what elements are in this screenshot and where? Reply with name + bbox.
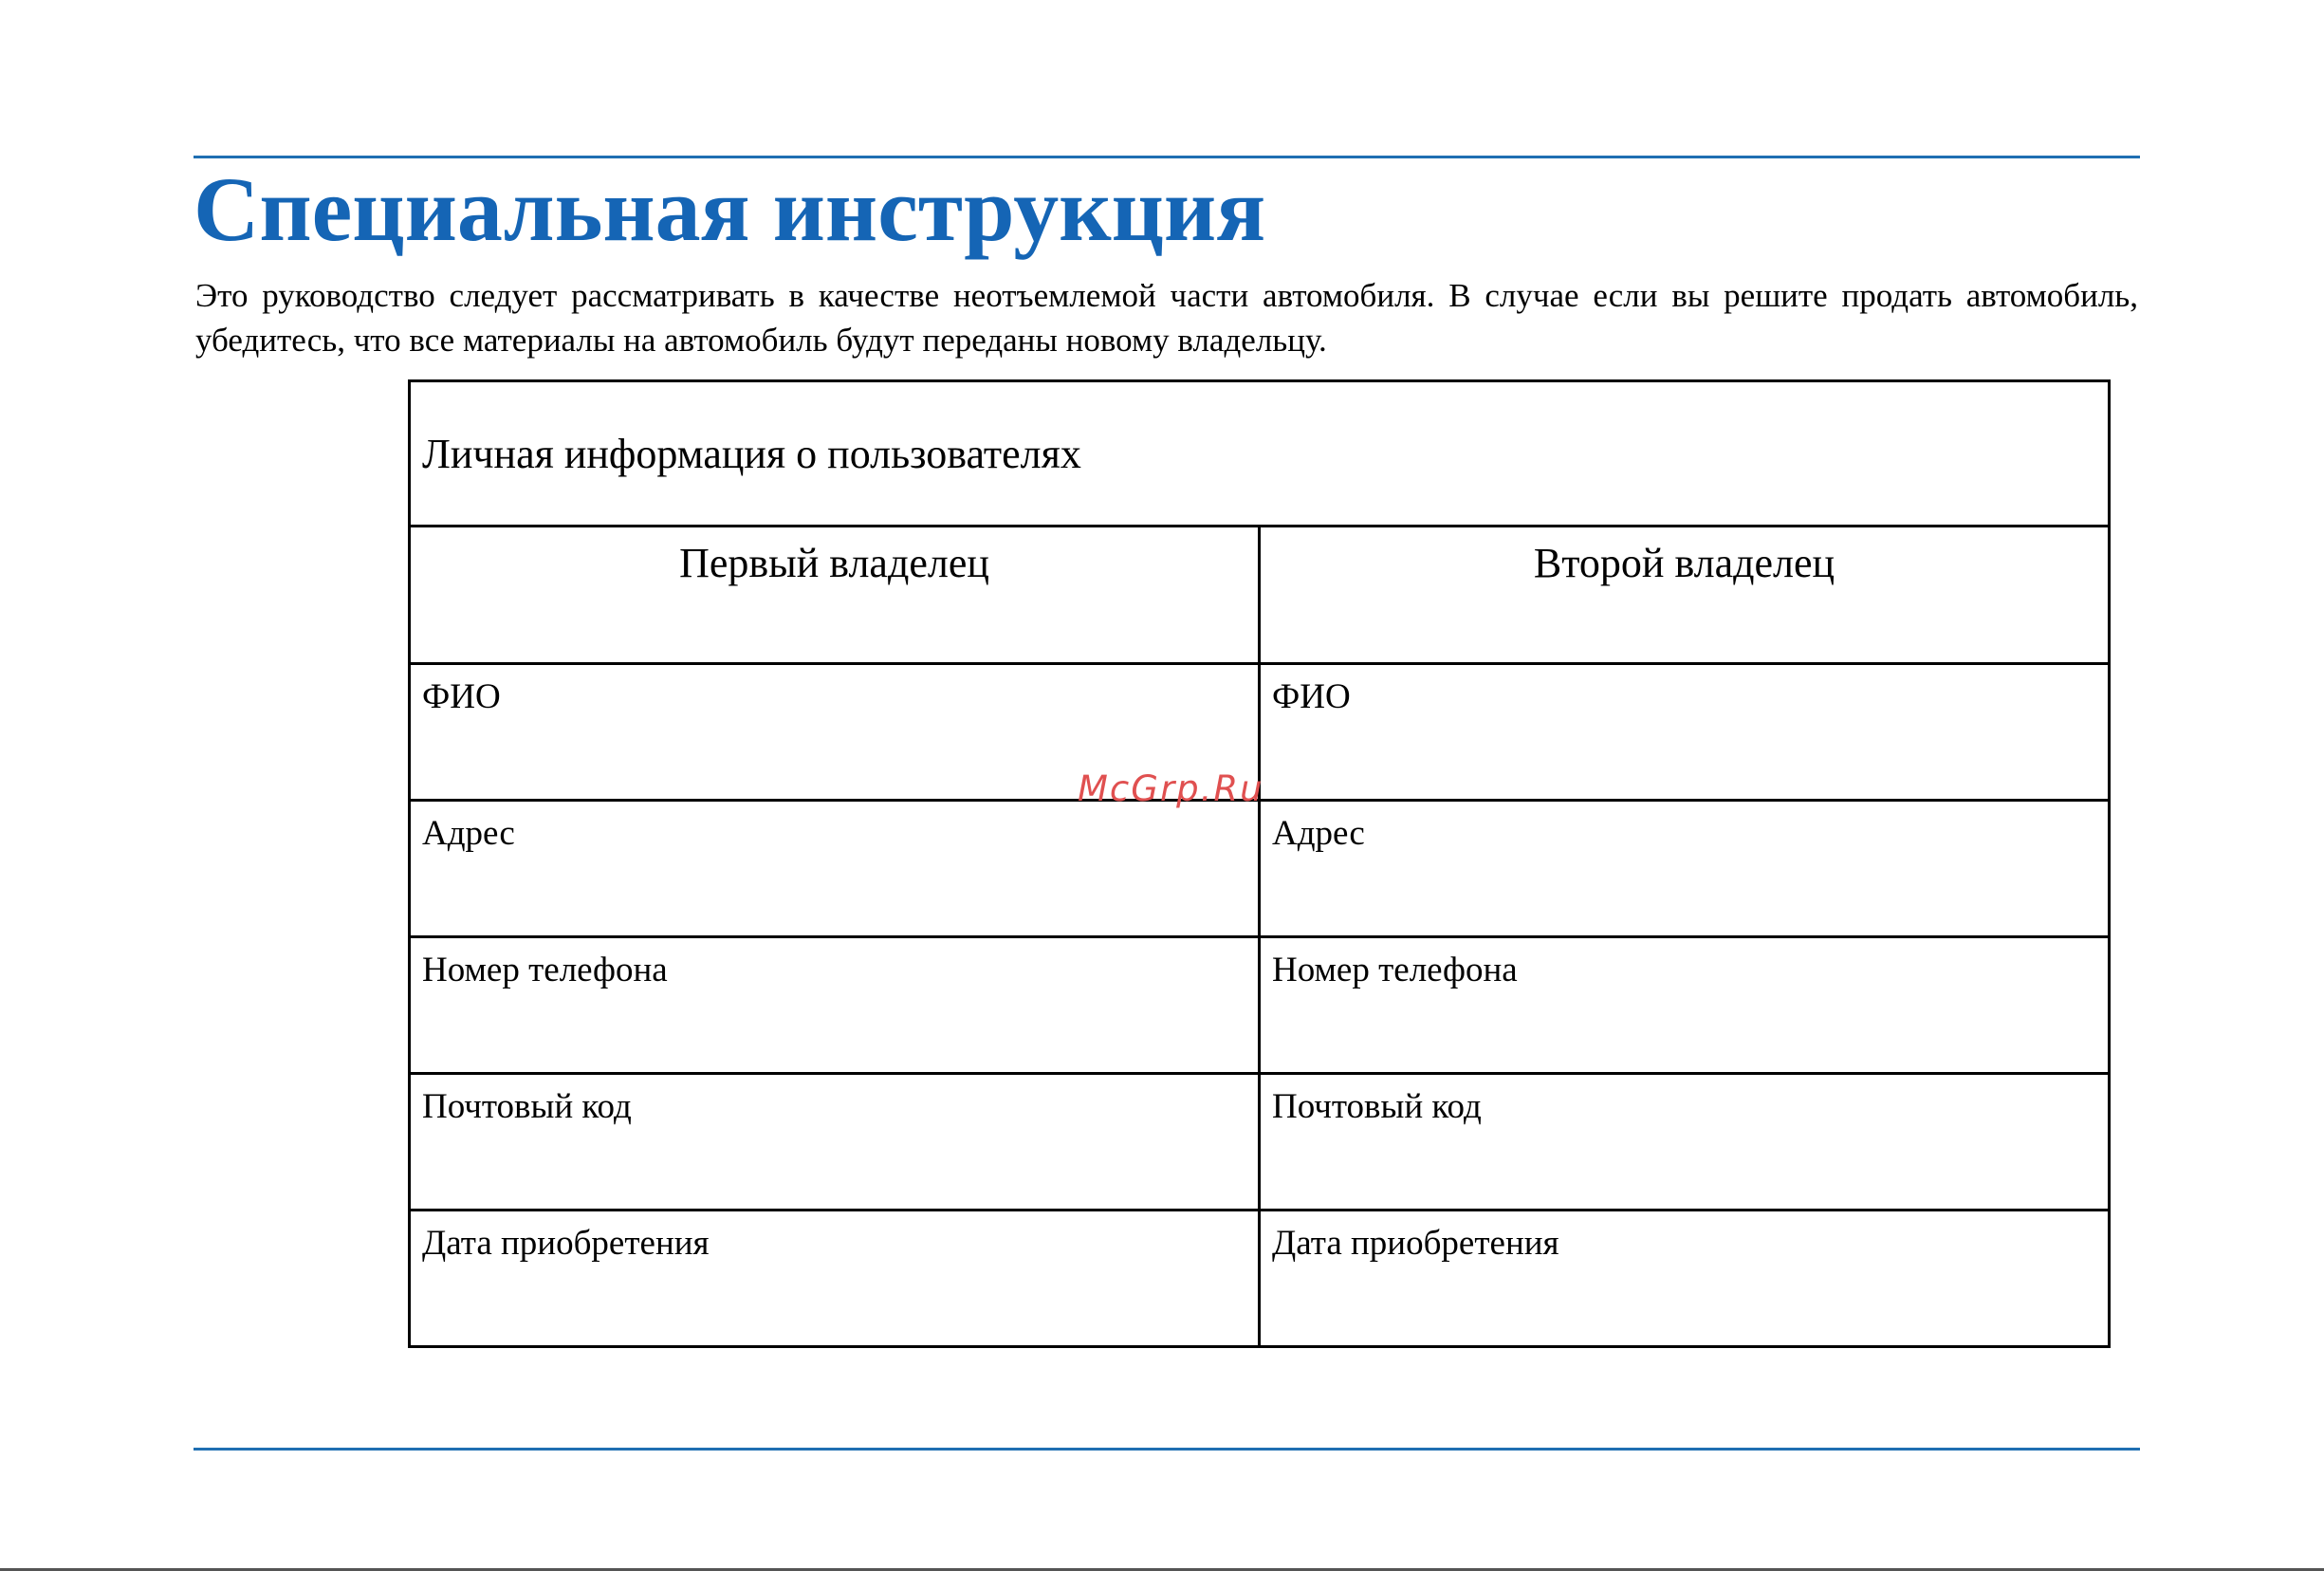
table-row: [410, 937, 2110, 1074]
table-caption: Личная информация о пользователях: [410, 381, 2110, 527]
field-purchase-date-first[interactable]: Дата приобретения: [410, 1211, 1260, 1347]
field-full-name-second[interactable]: ФИО: [1260, 664, 2110, 801]
field-postal-code-second[interactable]: Почтовый код: [1260, 1074, 2110, 1211]
table-caption-row: [410, 381, 2110, 527]
column-header-second-owner: Второй владелец: [1260, 527, 2110, 664]
table-row: [410, 801, 2110, 937]
field-address-second[interactable]: Адрес: [1260, 801, 2110, 937]
footer-rule: [194, 1448, 2140, 1451]
field-postal-code-first[interactable]: Почтовый код: [410, 1074, 1260, 1211]
field-phone-first[interactable]: Номер телефона: [410, 937, 1260, 1074]
field-phone-second[interactable]: Номер телефона: [1260, 937, 2110, 1074]
page-title: Специальная инструкция: [194, 158, 1266, 260]
table-row: [410, 1074, 2110, 1211]
table-row: [410, 1211, 2110, 1347]
owner-info-table: [408, 379, 2111, 1348]
field-full-name-first[interactable]: ФИО: [410, 664, 1260, 801]
intro-paragraph: Это руководство следует рассматривать в качестве неотъемлемой части автомобиля. В случае если вы решите продать автомобиль, убедитесь, что все материалы на автомобиль будут переданы новому владельцу.: [195, 277, 2138, 359]
field-address-first[interactable]: Адрес: [410, 801, 1260, 937]
table-header-row: [410, 527, 2110, 664]
field-purchase-date-second[interactable]: Дата приобретения: [1260, 1211, 2110, 1347]
column-header-first-owner: Первый владелец: [410, 527, 1260, 664]
watermark: McGrp.Ru: [1078, 768, 1264, 809]
